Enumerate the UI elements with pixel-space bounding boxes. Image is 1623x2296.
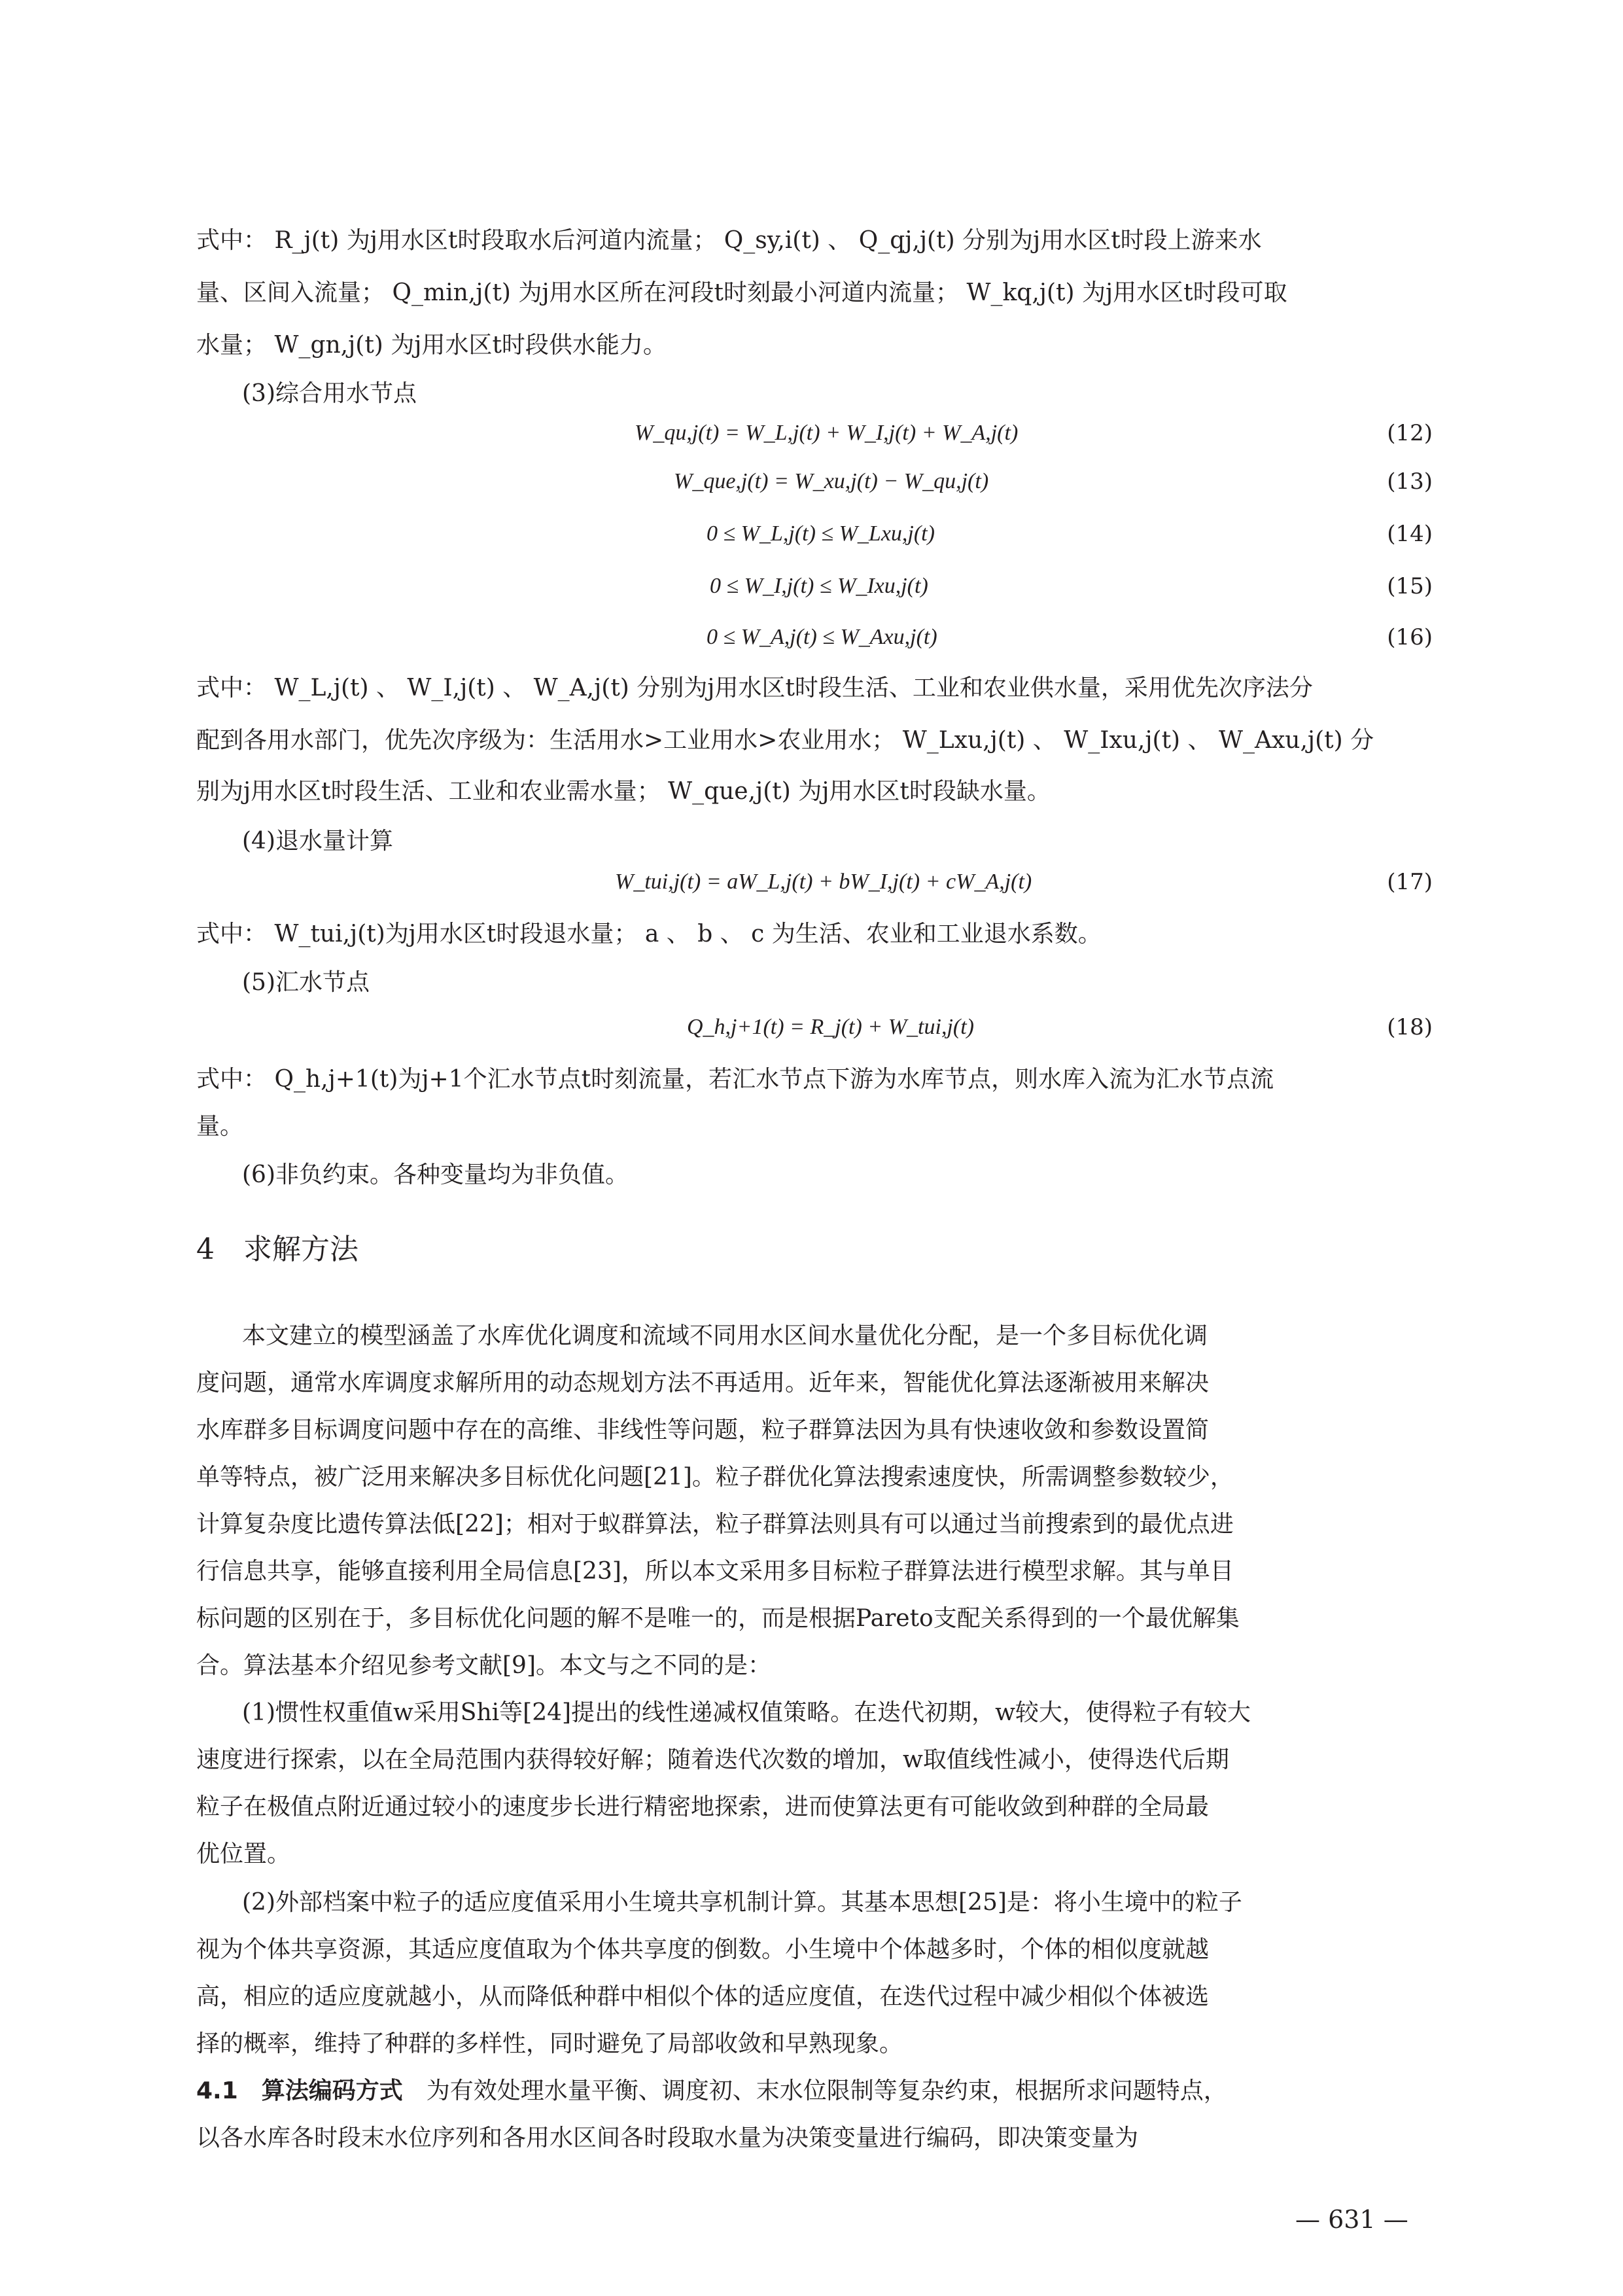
text-line: 量、区间入流量； Q_min,j(t) 为j用水区所在河段t时刻最小河道内流量； W_kq,j(t) 为j用水区t时段可取 [196, 279, 1287, 306]
page-number: — 631 — [1295, 2205, 1408, 2234]
equation: 0 ≤ W_I,j(t) ≤ W_Ixu,j(t) [710, 574, 928, 598]
text-line: 优位置。 [196, 1841, 291, 1867]
subsection-label: 4.1 算法编码方式 [196, 2077, 403, 2104]
text-line: (6)非负约束。各种变量均为非负值。 [242, 1161, 629, 1188]
equation-number: (15) [1387, 573, 1433, 599]
subheading: (4)退水量计算 [242, 828, 393, 855]
text-line: 以各水库各时段末水位序列和各用水区间各时段取水量为决策变量进行编码，即决策变量为 [196, 2125, 1139, 2151]
subheading: (3)综合用水节点 [242, 380, 417, 407]
text-line: 本文建立的模型涵盖了水库优化调度和流域不同用水区间水量优化分配，是一个多目标优化调 [242, 1322, 1208, 1349]
text-line: 式中： W_L,j(t) 、 W_I,j(t) 、 W_A,j(t) 分别为j用水区t时段生活、工业和农业供水量，采用优先次序法分 [196, 675, 1313, 701]
subheading: (5)汇水节点 [242, 969, 370, 996]
equation-number: (18) [1387, 1014, 1433, 1040]
text-line: 高，相应的适应度就越小，从而降低种群中相似个体的适应度值，在迭代过程中减少相似个体被选 [196, 1983, 1210, 2010]
equation-number: (12) [1387, 420, 1433, 446]
text-line: 量。 [196, 1113, 244, 1140]
text-line: 水库群多目标调度问题中存在的高维、非线性等问题，粒子群算法因为具有快速收敛和参数设置简 [196, 1417, 1210, 1443]
text-line: 别为j用水区t时段生活、工业和农业需水量； W_que,j(t) 为j用水区t时段缺水量。 [196, 778, 1051, 805]
text-line: 计算复杂度比遗传算法低[22]；相对于蚁群算法，粒子群算法则具有可以通过当前搜索到的最优点进 [196, 1511, 1234, 1538]
text-line: 式中： W_tui,j(t)为j用水区t时段退水量； a 、 b 、 c 为生活、农业和工业退水系数。 [196, 921, 1102, 947]
subsection-line [196, 2072, 1426, 2111]
text-line: 标问题的区别在于，多目标优化问题的解不是唯一的，而是根据Pareto支配关系得到的一个最优解集 [196, 1605, 1240, 1632]
text-line: 单等特点，被广泛用来解决多目标优化问题[21]。粒子群优化算法搜索速度快，所需调整参数较少， [196, 1464, 1234, 1491]
text-line: 式中： R_j(t) 为j用水区t时段取水后河道内流量； Q_sy,i(t) 、 Q_qj,j(t) 分别为j用水区t时段上游来水 [196, 227, 1262, 254]
text-line: 视为个体共享资源，其适应度值取为个体共享度的倒数。小生境中个体越多时，个体的相似度就越 [196, 1936, 1210, 1963]
text-line: (1)惯性权重值w采用Shi等[24]提出的线性递减权值策略。在迭代初期，w较大，使得粒子有较大 [242, 1699, 1251, 1726]
text-line: 配到各用水部门，优先次序级为：生活用水>工业用水>农业用水； W_Lxu,j(t) 、 W_Ixu,j(t) 、 W_Axu,j(t) 分 [196, 727, 1374, 754]
equation: W_qu,j(t) = W_L,j(t) + W_I,j(t) + W_A,j(t) [635, 421, 1019, 445]
equation-number: (16) [1387, 624, 1433, 650]
subsection-text: 为有效处理水量平衡、调度初、末水位限制等复杂约束，根据所求问题特点， [402, 2077, 1227, 2104]
text-line: 择的概率，维持了种群的多样性，同时避免了局部收敛和早熟现象。 [196, 2030, 903, 2057]
text-line: (2)外部档案中粒子的适应度值采用小生境共享机制计算。其基本思想[25]是：将小生境中的粒子 [242, 1889, 1242, 1916]
text-line: 水量； W_gn,j(t) 为j用水区t时段供水能力。 [196, 332, 667, 359]
section-heading: 4 求解方法 [196, 1233, 358, 1266]
equation: W_tui,j(t) = aW_L,j(t) + bW_I,j(t) + cW_A,j(t) [615, 870, 1032, 894]
equation: Q_h,j+1(t) = R_j(t) + W_tui,j(t) [687, 1015, 974, 1039]
text-line: 度问题，通常水库调度求解所用的动态规划方法不再适用。近年来，智能优化算法逐渐被用来解决 [196, 1369, 1210, 1396]
text-line: 式中： Q_h,j+1(t)为j+1个汇水节点t时刻流量，若汇水节点下游为水库节点，则水库入流为汇水节点流 [196, 1066, 1274, 1093]
equation-number: (13) [1387, 468, 1433, 495]
equation: 0 ≤ W_L,j(t) ≤ W_Lxu,j(t) [707, 521, 935, 546]
equation: W_que,j(t) = W_xu,j(t) − W_qu,j(t) [674, 469, 989, 493]
text-line: 合。算法基本介绍见参考文献[9]。本文与之不同的是： [196, 1652, 771, 1679]
equation: 0 ≤ W_A,j(t) ≤ W_Axu,j(t) [707, 625, 937, 649]
equation-number: (14) [1387, 521, 1433, 547]
text-line: 行信息共享，能够直接利用全局信息[23]，所以本文采用多目标粒子群算法进行模型求解。其与单目 [196, 1558, 1234, 1585]
text-line: 粒子在极值点附近通过较小的速度步长进行精密地探索，进而使算法更有可能收敛到种群的全局最 [196, 1793, 1210, 1820]
text-line: 速度进行探索，以在全局范围内获得较好解；随着迭代次数的增加，w取值线性减小，使得迭代后期 [196, 1746, 1229, 1773]
equation-number: (17) [1387, 869, 1433, 895]
